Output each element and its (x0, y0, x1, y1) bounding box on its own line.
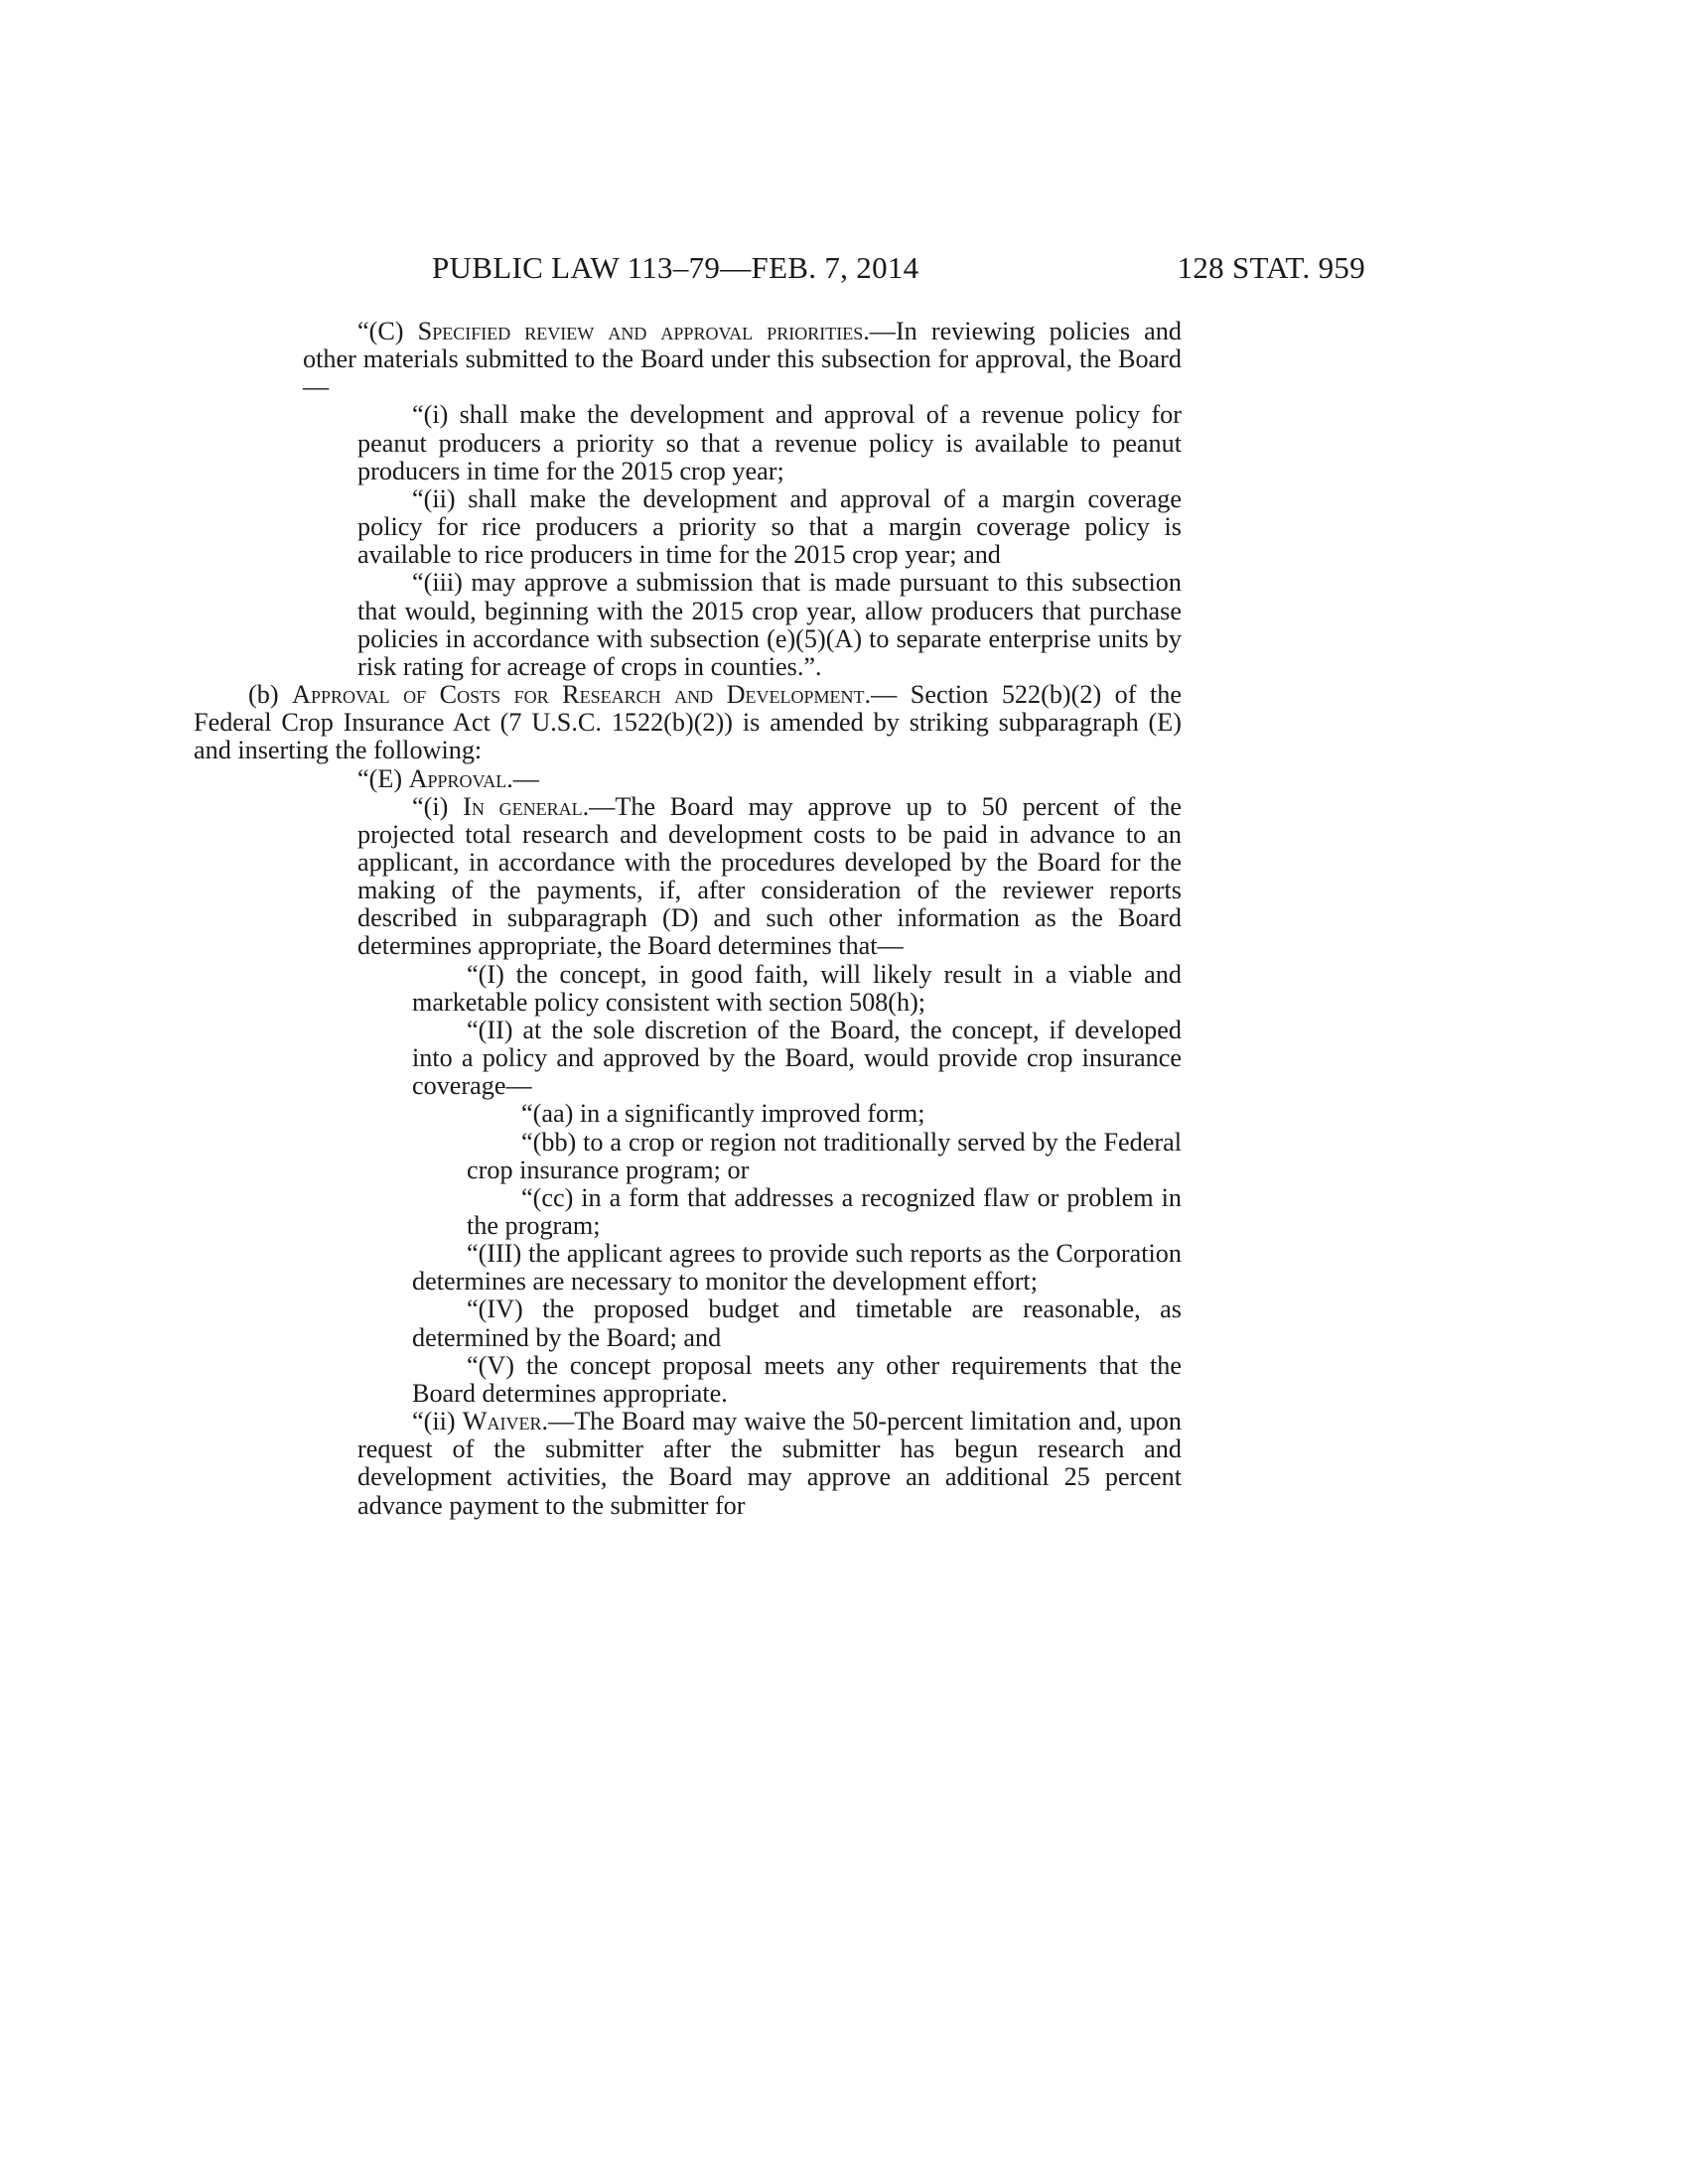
paragraph-text: “(iii) may approve a submission that is made pursuant to this subsection that would, beginning with the 2015 crop year, allow producers that purchase policies in accordance with subsection (e)(5)(A) to separate enterprise units by risk rating for acreage of crops in counties.”. (357, 568, 1182, 681)
subclause-I (412, 961, 1182, 1017)
header-page-number: 128 STAT. 959 (1177, 250, 1365, 285)
paragraph-heading: Specified review and approval priorities (417, 317, 864, 345)
item-aa (467, 1100, 1182, 1128)
document-body (194, 317, 1182, 1520)
paragraph-text: .—In reviewing policies and other materials submitted to the Board under this subsection for approval, the Board— (303, 317, 1182, 402)
subclause-IV (412, 1296, 1182, 1351)
subclause-V (412, 1352, 1182, 1408)
paragraph-text: “(II) at the sole discretion of the Board, the concept, if developed into a policy and approved by the Board, would provide crop insurance coverage— (412, 1015, 1182, 1101)
running-header (303, 250, 1365, 290)
paragraph-heading: Approval of Costs for Research and Development (292, 680, 865, 710)
clause-i-peanut (357, 401, 1182, 484)
paragraph-lead: “(C) (357, 317, 418, 345)
paragraph-text: “(III) the applicant agrees to provide such reports as the Corporation determines are necessary to monitor the development effort; (412, 1239, 1182, 1297)
clause-ii-waiver (357, 1408, 1182, 1520)
clause-i-in-general (357, 793, 1182, 961)
clause-ii-rice (357, 485, 1182, 569)
item-bb (467, 1129, 1182, 1184)
paragraph-lead: “(i) (412, 791, 464, 821)
paragraph-text: “(I) the concept, in good faith, will likely result in a viable and marketable policy consistent with section 508(h); (412, 959, 1182, 1017)
paragraph-text: “(aa) in a significantly improved form; (521, 1099, 925, 1129)
subsection-b-approval-costs (194, 681, 1182, 764)
paragraph-heading: In general (463, 791, 583, 821)
paragraph-heading: Approval (408, 763, 507, 793)
paragraph-lead: (b) (248, 680, 293, 710)
paragraph-text: .— (506, 763, 539, 793)
paragraph-text: .— Section 522(b)(2) of the Federal Crop Insurance Act (7 U.S.C. 1522(b)(2)) is amended by striking subparagraph (E) and inserting the following: (194, 680, 1182, 765)
paragraph-text: .—The Board may approve up to 50 percent of the projected total research and development costs to be paid in advance to an applicant, in accordance with the procedures developed by the Board for the making of the payments, if, after consideration of the reviewer reports described in subparagraph (D) and such other information as the Board determines appropriate, the Board determines that— (357, 791, 1182, 961)
subclause-II (412, 1017, 1182, 1100)
clause-iii-submission (357, 569, 1182, 681)
paragraph-text: “(V) the concept proposal meets any other requirements that the Board determines appropriate. (412, 1350, 1182, 1408)
paragraph-text: “(i) shall make the development and approval of a revenue policy for peanut producers a priority so that a revenue policy is available to peanut producers in time for the 2015 crop year; (357, 400, 1182, 485)
paragraph-text: .—The Board may waive the 50-percent limitation and, upon request of the submitter after the submitter has begun research and development activities, the Board may approve an additional 25 percent advance payment to the submitter for (357, 1407, 1182, 1520)
paragraph-heading: Waiver (462, 1407, 542, 1436)
paragraph-text: “(ii) shall make the development and approval of a margin coverage policy for rice producers a priority so that a margin coverage policy is available to rice producers in time for the 2015 crop year; and (357, 483, 1182, 570)
paragraph-text: “(IV) the proposed budget and timetable are reasonable, as determined by the Board; and (412, 1295, 1182, 1352)
header-title: PUBLIC LAW 113–79—FEB. 7, 2014 (432, 250, 919, 285)
subclause-III (412, 1240, 1182, 1296)
paragraph-lead: “(ii) (412, 1407, 463, 1436)
subparagraph-e-approval (303, 765, 1182, 793)
paragraph-text: “(cc) in a form that addresses a recognized flaw or problem in the program; (467, 1182, 1182, 1240)
item-cc (467, 1184, 1182, 1240)
paragraph-c-priorities (303, 318, 1182, 401)
paragraph-text: “(bb) to a crop or region not traditionally served by the Federal crop insurance program; or (467, 1127, 1182, 1184)
paragraph-lead: “(E) (357, 763, 409, 793)
